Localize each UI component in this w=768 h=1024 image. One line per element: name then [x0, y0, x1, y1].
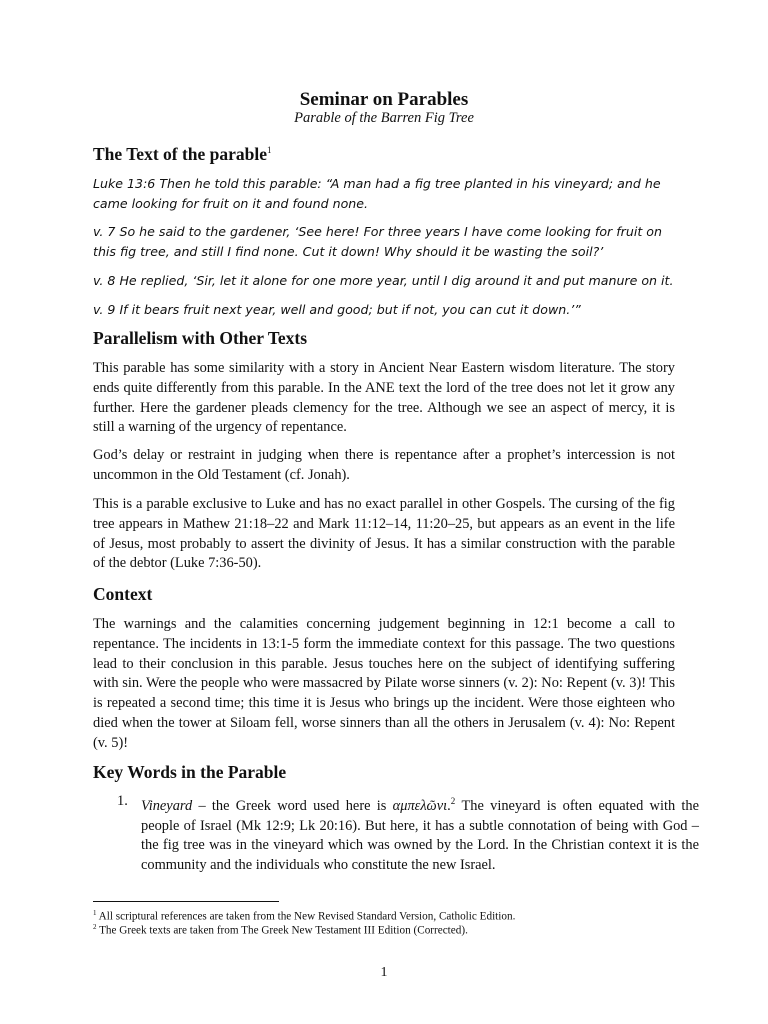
footnote-mark-1: 1: [93, 909, 97, 917]
heading-parallelism: Parallelism with Other Texts: [93, 328, 308, 348]
verse-luke-13-6: Luke 13:6 Then he told this parable: “A man had a fig tree planted in his vineyard; and he came looking for fruit on it and found none.: [93, 176, 661, 211]
heading-context: Context: [93, 584, 153, 604]
heading-key-words: Key Words in the Parable: [93, 762, 287, 782]
heading-text-of-parable: [93, 144, 272, 165]
keyword-term: Vineyard: [141, 797, 193, 814]
keyword-lead: – the Greek word used here is: [192, 797, 393, 814]
page-title: Seminar on Parables: [299, 89, 469, 110]
greek-word: αμπελῶνι: [392, 797, 448, 814]
list-number: 1.: [117, 793, 128, 809]
footnote-mark-2: 2: [93, 923, 97, 931]
footnote-ref-2: 2: [450, 796, 456, 806]
keyword-vineyard-text: [141, 792, 699, 876]
heading-text: The Text of the parable: [93, 144, 268, 164]
parallelism-paragraph-2: God’s delay or restraint in judging when there is repentance after a prophet’s intercession is not uncommon in the Old Testament (cf. Jonah).: [93, 447, 675, 483]
keyword-period: .: [447, 797, 451, 814]
footnote-divider: [93, 901, 279, 902]
verse-7: v. 7 So he said to the gardener, ‘See here! For three years I have come looking for fruit on this fig tree, and still I find none. Cut it down! Why should it be wasting the soil?’: [93, 224, 662, 259]
verse-8: v. 8 He replied, ‘Sir, let it alone for one more year, until I dig around it and put manure on it.: [93, 273, 674, 288]
footnote-text-1: All scriptural references are taken from the New Revised Standard Version, Catholic Edition.: [96, 910, 516, 923]
context-paragraph: The warnings and the calamities concerning judgement beginning in 12:1 become a call to repentance. The incidents in 13:1-5 form the immediate context for this passage. The two questions lead to their conclusion in this parable. Jesus touches here on the subject of identifying suffering with sin. Were the people who were massacred by Pilate worse sinners (v. 2): No: Repent (v. 3)! This is repeated a second time; this time it is Jesus who brings up the incident. Were those eighteen who died when the tower at Siloam fell, worse sinners than all the others in Jerusalem (v. 4): No: Repent (v. 5)!: [93, 616, 675, 751]
parallelism-paragraph-3: This is a parable exclusive to Luke and has no exact parallel in other Gospels. The cursing of the fig tree appears in Mathew 21:18–22 and Mark 11:12–14, 11:20–25, but appears as an event in the life of Jesus, most probably to assert the divinity of Jesus. It has a similar construction with the parable of the debtor (Luke 7:36-50).: [93, 496, 675, 572]
parallelism-paragraph-1: This parable has some similarity with a story in Ancient Near Eastern wisdom literature. The story ends quite differently from this parable. In the ANE text the lord of the tree does not let it grow any further. Here the gardener pleads clemency for the tree. Although we see an aspect of mercy, it is still a warning of the urgency of repentance.: [93, 360, 675, 436]
footnote-text-2: The Greek texts are taken from The Greek New Testament III Edition (Corrected).: [96, 924, 468, 937]
page-number: 1: [380, 965, 388, 980]
verse-9: v. 9 If it bears fruit next year, well and good; but if not, you can cut it down.’”: [93, 302, 581, 317]
keyword-description: The vineyard is often equated with the people of Israel (Mk 12:9; Lk 20:16). But here, it has a subtle connotation of being with God – the fig tree was in the vineyard which was owned by the Lord. In the Christian context it is the community and the individuals who constitute the new Israel.: [141, 797, 699, 874]
page-subtitle: Parable of the Barren Fig Tree: [294, 110, 474, 126]
footnote-2: [93, 920, 675, 938]
footnote-ref-1: 1: [267, 145, 272, 156]
